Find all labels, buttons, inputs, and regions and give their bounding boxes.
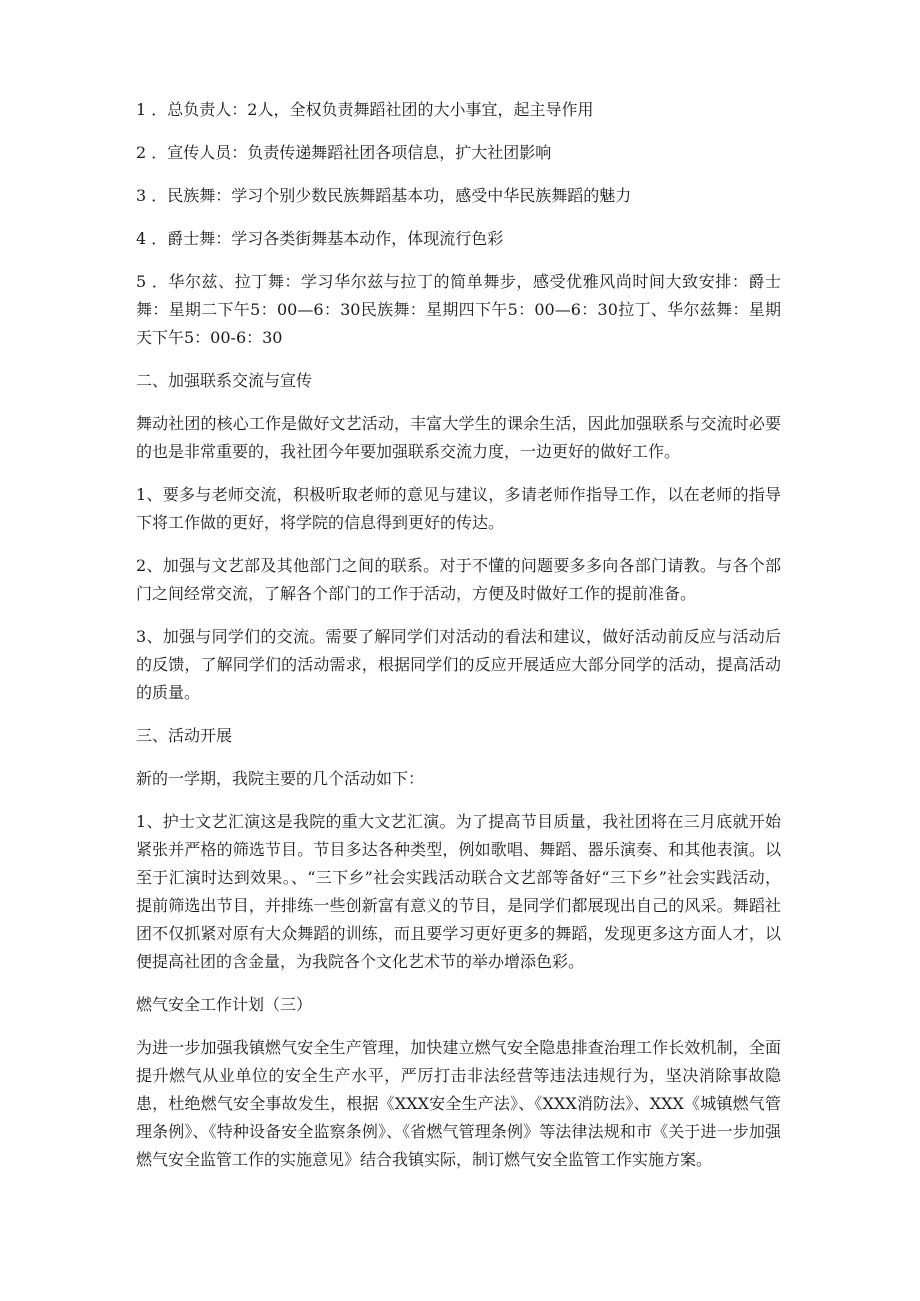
paragraph-gas-safety: 为进一步加强我镇燃气安全生产管理，加快建立燃气安全隐患排查治理工作长效机制，全面提升燃气从业单位的安全生产水平，严厉打击非法经营等违法违规行为，坚决消除事故隐患，杜绝燃气安全事故发生，根据《XXX安全生产法》、《XXX消防法》、XXX《城镇燃气管理条例》、《特种设备安全监察条例》、《省燃气管理条例》等法律法规和市《关于进一步加强燃气安全监管工作的实施意见》结合我镇实际，制订燃气安全监管工作实施方案。 <box>136 1038 781 1169</box>
section-heading-communication: 二、加强联系交流与宣传 <box>136 371 313 390</box>
list-item-students: 3、加强与同学们的交流。需要了解同学们对活动的看法和建议，做好活动前反应与活动后的反馈，了解同学们的活动需求，根据同学们的反应开展适应大部分同学的活动，提高活动的质量。 <box>136 627 781 702</box>
section-heading-activities: 三、活动开展 <box>136 726 233 745</box>
paragraph-activities-intro: 新的一学期，我院主要的几个活动如下： <box>136 769 425 788</box>
list-item-departments: 2、加强与文艺部及其他部门之间的联系。对于不懂的问题要多多向各部门请教。与各个部门之间经常交流，了解各个部门的工作于活动，方便及时做好工作的提前准备。 <box>136 556 781 603</box>
list-item-publicity: 2 ．宣传人员：负责传递舞蹈社团各项信息，扩大社团影响 <box>136 143 552 162</box>
list-item-performance: 1、护士文艺汇演这是我院的重大文艺汇演。为了提高节目质量，我社团将在三月底就开始紧张并严格的筛选节目。节目多达各种类型，例如歌唱、舞蹈、器乐演奏、和其他表演。以至于汇演时达到效果。、“三下乡”社会实践活动联合文艺部等备好“三下乡”社会实践活动，提前筛选出节目，并排练一些创新富有意义的节目，是同学们都展现出自己的风采。舞蹈社团不仅抓紧对原有大众舞蹈的训练，而且要学习更好更多的舞蹈，发现更多这方面人才，以便提高社团的含金量，为我院各个文化艺术节的举办增添色彩。 <box>136 812 781 971</box>
list-item-waltz-latin: 5 ．华尔兹、拉丁舞：学习华尔兹与拉丁的简单舞步，感受优雅风尚时间大致安排：爵士舞：星期二下午5：00—6：30民族舞：星期四下午5：00—6：30拉丁、华尔兹舞：星期天下午5：00-6：30 <box>136 272 781 347</box>
section-heading-gas-safety: 燃气安全工作计划（三） <box>136 995 313 1014</box>
paragraph-core-work: 舞动社团的核心工作是做好文艺活动，丰富大学生的课余生活，因此加强联系与交流时必要的也是非常重要的，我社团今年要加强联系交流力度，一边更好的做好工作。 <box>136 414 781 461</box>
list-item-ethnic-dance: 3 ．民族舞：学习个别少数民族舞蹈基本功，感受中华民族舞蹈的魅力 <box>136 186 632 205</box>
list-item-jazz-dance: 4 ．爵士舞：学习各类街舞基本动作，体现流行色彩 <box>136 229 504 248</box>
list-item-teachers: 1、要多与老师交流，积极听取老师的意见与建议，多请老师作指导工作，以在老师的指导下将工作做的更好，将学院的信息得到更好的传达。 <box>136 485 781 532</box>
list-item-general-leader: 1 ．总负责人：2人，全权负责舞蹈社团的大小事宜，起主导作用 <box>136 100 594 119</box>
document-page <box>136 96 781 1189</box>
